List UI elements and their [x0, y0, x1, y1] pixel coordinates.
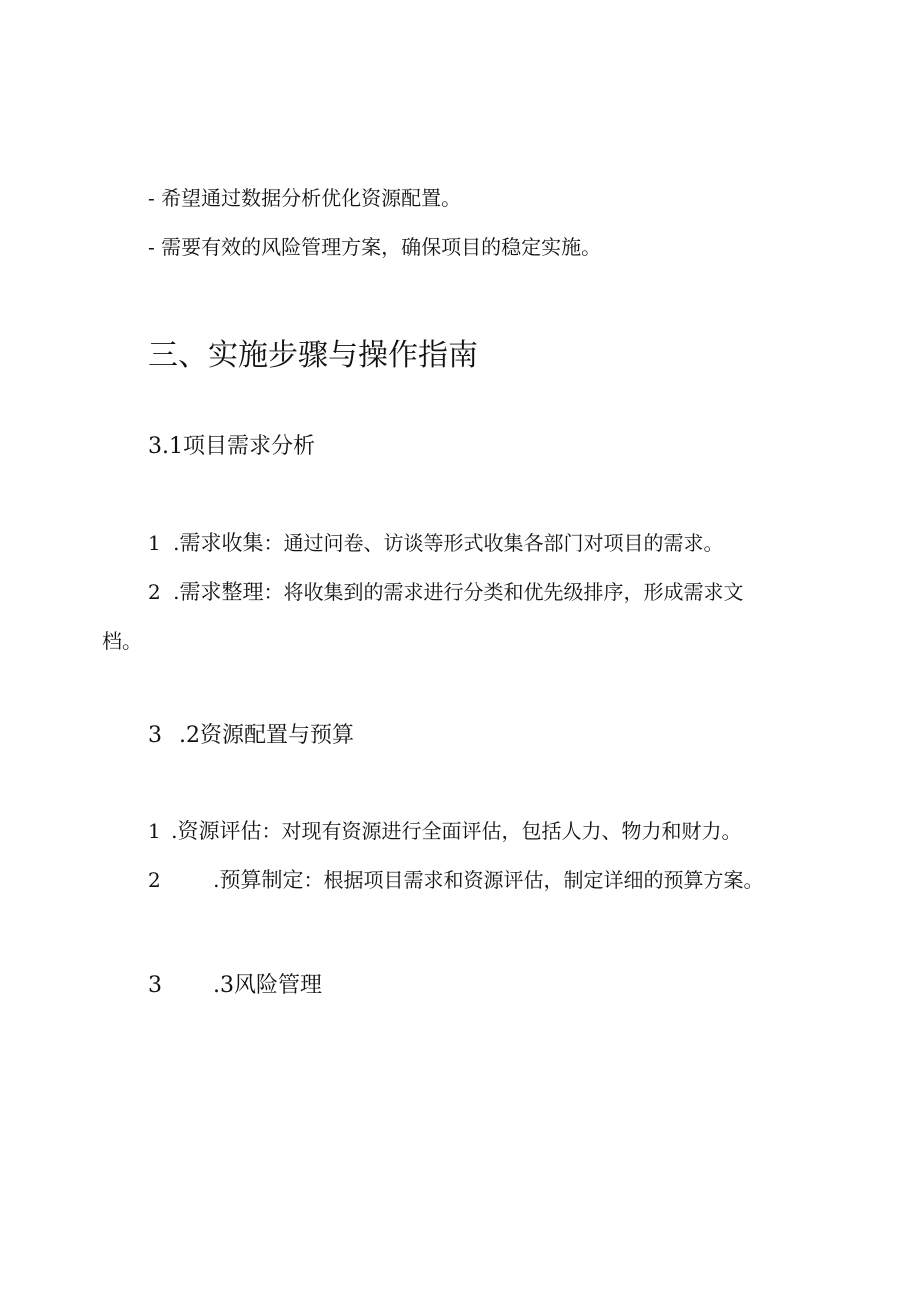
- item-text: 通过问卷、访谈等形式收集各部门对项目的需求。: [283, 531, 724, 555]
- item-colon: ：: [261, 819, 282, 843]
- item-index: 2: [148, 580, 161, 604]
- subsection-number: 3.1: [148, 434, 183, 459]
- item-dot: .: [213, 868, 220, 892]
- item-text: 根据项目需求和资源评估，制定详细的预算方案。: [323, 868, 764, 892]
- subsection-number: 3: [148, 723, 162, 748]
- list-item-budget-planning: [148, 866, 763, 894]
- item-term: 资源评估: [177, 819, 262, 843]
- subsection-title: 项目需求分析: [183, 434, 316, 459]
- item-index: 2: [148, 868, 161, 892]
- list-item-requirements-organizing: [148, 578, 743, 606]
- bullet-resource-optimization: - 希望通过数据分析优化资源配置。: [148, 186, 462, 210]
- item-dot: .: [173, 580, 180, 604]
- item-dot: .: [171, 819, 178, 843]
- item-term: 预算制定: [219, 868, 304, 892]
- subsection-heading-3-1: [148, 432, 315, 462]
- section-heading: 三、实施步骤与操作指南: [148, 338, 478, 373]
- subsection-heading-3-2: [148, 721, 354, 751]
- item-colon: ：: [263, 531, 284, 555]
- list-item-continuation: 档。: [102, 629, 142, 653]
- item-index: 1: [148, 531, 161, 555]
- item-text: 将收集到的需求进行分类和优先级排序，形成需求文: [283, 580, 744, 604]
- bullet-risk-management: - 需要有效的风险管理方案，确保项目的稳定实施。: [148, 235, 602, 259]
- item-colon: ：: [263, 580, 284, 604]
- item-colon: ：: [303, 868, 324, 892]
- item-dot: .: [173, 531, 180, 555]
- list-item-requirements-collection: [148, 529, 723, 557]
- subsection-title: 资源配置与预算: [200, 723, 355, 748]
- subsection-heading-3-3: [148, 971, 322, 1001]
- item-term: 需求收集: [179, 531, 264, 555]
- item-term: 需求整理: [179, 580, 264, 604]
- subsection-number-suffix: .3: [213, 973, 234, 998]
- subsection-number: 3: [148, 973, 162, 998]
- subsection-number-suffix: .2: [179, 723, 200, 748]
- list-item-resource-assessment: [148, 817, 741, 845]
- item-text: 对现有资源进行全面评估，包括人力、物力和财力。: [281, 819, 742, 843]
- subsection-title: 风险管理: [234, 973, 323, 998]
- item-index: 1: [148, 819, 161, 843]
